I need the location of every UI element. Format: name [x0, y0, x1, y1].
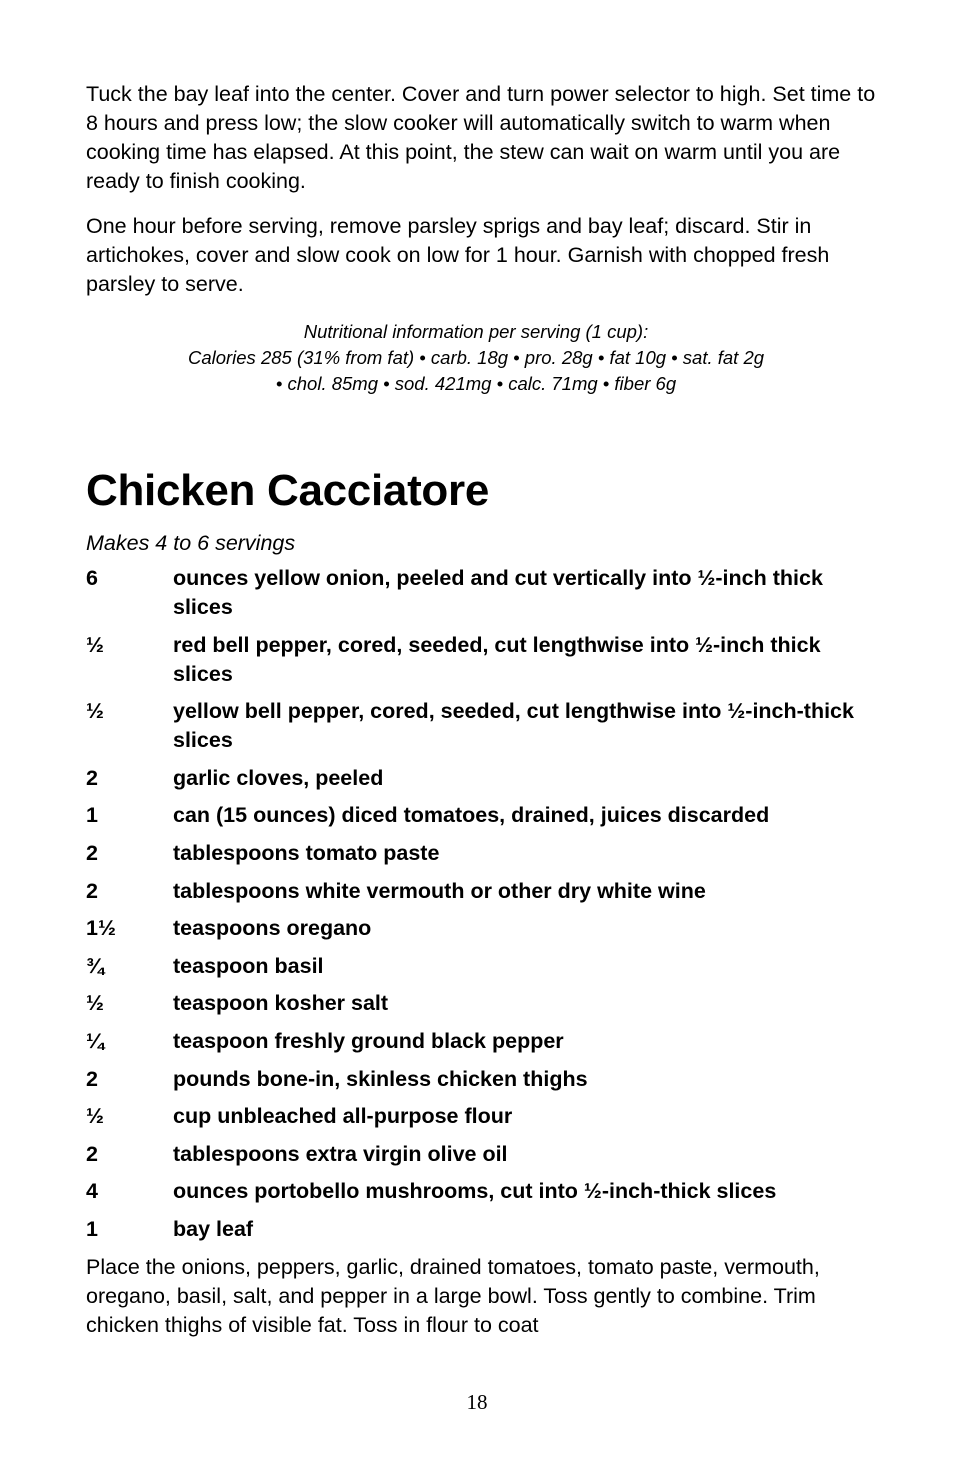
ingredient-item — [86, 801, 876, 830]
ingredient-item — [86, 1215, 876, 1244]
ingredient-item — [86, 764, 876, 793]
nutrition-heading: Nutritional information per serving (1 cup): — [303, 321, 649, 342]
ingredient-description: pounds bone-in, skinless chicken thighs — [173, 1066, 588, 1091]
nutrition-info — [86, 319, 866, 397]
ingredient-quantity: 2 — [86, 765, 98, 790]
ingredient-quantity: 1½ — [86, 916, 116, 941]
ingredient-quantity: 1 — [86, 1216, 98, 1241]
ingredient-description: teaspoon freshly ground black pepper — [173, 1028, 564, 1053]
ingredient-quantity: 2 — [86, 878, 98, 903]
page-number: 18 — [466, 1390, 488, 1414]
ingredient-description: cup unbleached all-purpose flour — [173, 1104, 513, 1129]
ingredient-description: bay leaf — [173, 1216, 254, 1241]
ingredient-quantity: ¾ — [86, 953, 104, 978]
nutrition-values-line-2: • chol. 85mg • sod. 421mg • calc. 71mg • fiber 6g — [275, 373, 677, 394]
ingredient-description: tablespoons white vermouth or other dry white wine — [173, 878, 706, 903]
ingredient-item — [86, 1102, 876, 1131]
ingredient-quantity: ½ — [86, 991, 104, 1016]
recipe-title: Chicken Cacciatore — [86, 466, 489, 515]
ingredient-item — [86, 631, 876, 689]
page-content — [86, 80, 876, 1340]
nutrition-values-line-1: Calories 285 (31% from fat) • carb. 18g • pro. 28g • fat 10g • sat. fat 2g — [187, 347, 765, 368]
ingredient-item — [86, 914, 876, 943]
ingredient-quantity: 4 — [86, 1179, 98, 1204]
ingredient-quantity: ½ — [86, 632, 104, 657]
ingredient-item — [86, 1027, 876, 1056]
ingredient-description: teaspoon kosher salt — [173, 991, 389, 1016]
ingredient-description: teaspoon basil — [173, 953, 324, 978]
ingredient-quantity: ¼ — [86, 1028, 104, 1053]
ingredient-item — [86, 952, 876, 981]
ingredient-description: tablespoons tomato paste — [173, 840, 440, 865]
recipe-servings: Makes 4 to 6 servings — [86, 531, 296, 555]
ingredient-quantity: ½ — [86, 1104, 104, 1129]
ingredient-quantity: ½ — [86, 699, 104, 724]
intro-paragraph-1: Tuck the bay leaf into the center. Cover and turn power selector to high. Set time to 8 hours and press low; the slow cooker will automatically switch to warm when cooking time has elapsed. At this point, the stew can wait on warm until you are ready to finish cooking. — [86, 82, 876, 193]
ingredient-quantity: 2 — [86, 1066, 98, 1091]
ingredient-description: tablespoons extra virgin olive oil — [173, 1141, 508, 1166]
ingredient-description: ounces yellow onion, peeled and cut vertically into ½-inch thick slices — [173, 566, 823, 619]
ingredient-description: can (15 ounces) diced tomatoes, drained, juices discarded — [173, 803, 770, 828]
ingredient-description: yellow bell pepper, cored, seeded, cut lengthwise into ½-inch-thick slices — [173, 699, 854, 753]
ingredient-item — [86, 989, 876, 1018]
ingredient-quantity: 2 — [86, 1141, 98, 1166]
ingredient-description: ounces portobello mushrooms, cut into ½-inch-thick slices — [173, 1179, 777, 1204]
method-paragraph: Place the onions, peppers, garlic, drained tomatoes, tomato paste, vermouth, oregano, basil, salt, and pepper in a large bowl. Toss gently to combine. Trim chicken thighs of visible fat. Toss in flour to coat — [86, 1254, 820, 1337]
ingredient-quantity: 6 — [86, 566, 98, 590]
ingredient-item — [86, 1065, 876, 1094]
ingredient-description: red bell pepper, cored, seeded, cut lengthwise into ½-inch thick slices — [173, 632, 821, 686]
ingredient-list — [86, 564, 876, 1244]
ingredient-description: garlic cloves, peeled — [173, 765, 384, 790]
intro-paragraph-2: One hour before serving, remove parsley sprigs and bay leaf; discard. Stir in artichokes, cover and slow cook on low for 1 hour. Garnish with chopped fresh parsley to serve. — [86, 214, 830, 296]
ingredient-item — [86, 839, 876, 868]
ingredient-item — [86, 1177, 876, 1206]
ingredient-item — [86, 877, 876, 906]
ingredient-quantity: 1 — [86, 803, 98, 828]
ingredient-item — [86, 697, 876, 755]
ingredient-quantity: 2 — [86, 840, 98, 865]
ingredient-description: teaspoons oregano — [173, 916, 372, 941]
ingredient-item — [86, 1140, 876, 1169]
ingredient-item — [86, 564, 876, 622]
